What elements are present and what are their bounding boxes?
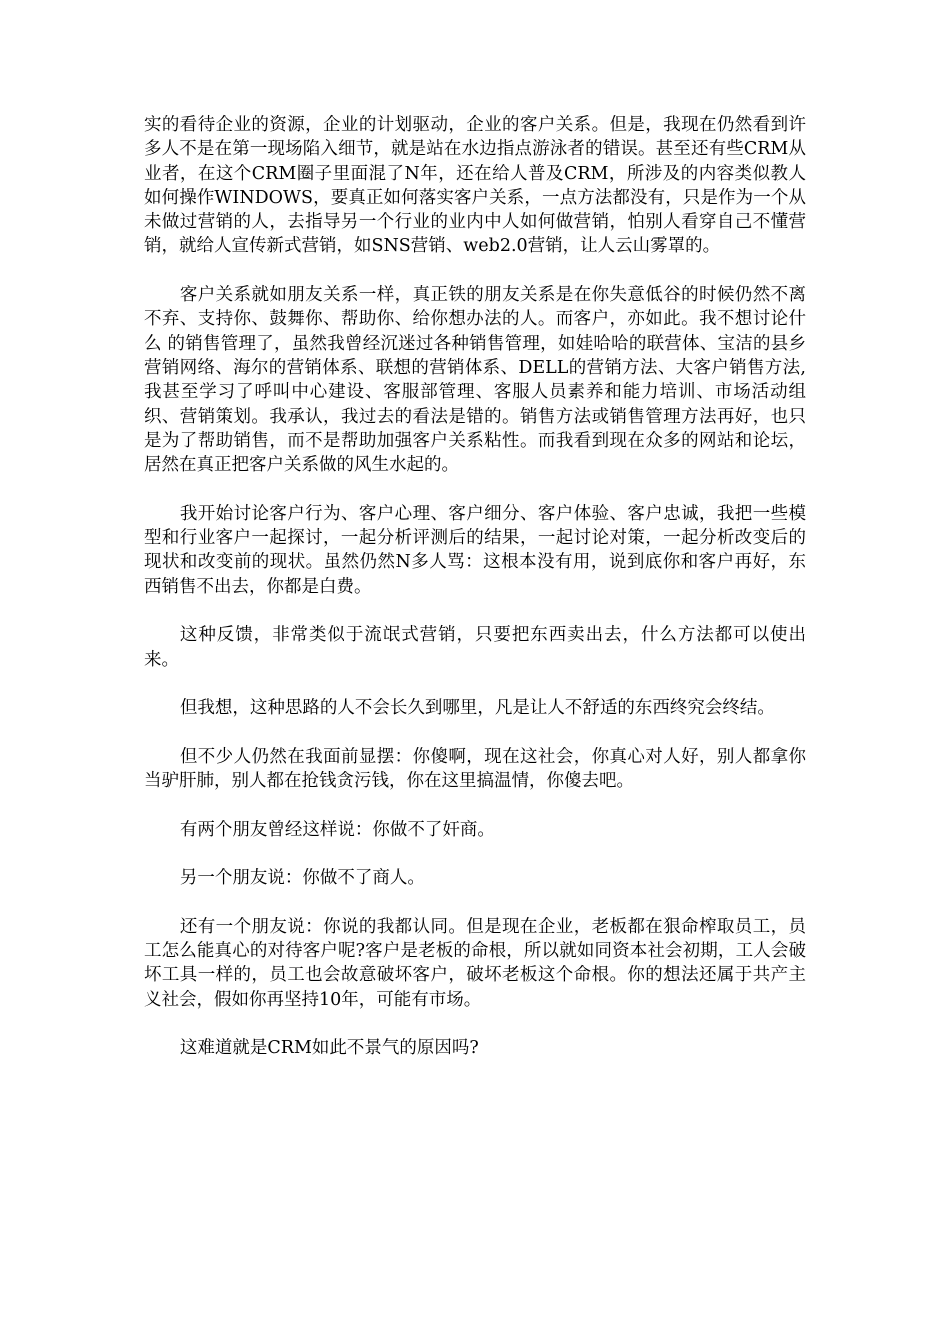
paragraph-8: 另一个朋友说：你做不了商人。 <box>179 868 425 889</box>
paragraph-4: 这种反馈，非常类似于流氓式营销，只要把东西卖出去，什么方法都可以使出来。 <box>144 625 806 670</box>
paragraph-1: 实的看待企业的资源，企业的计划驱动，企业的客户关系。但是，我现在仍然看到许多人不是在第一现场陷入细节，就是站在水边指点游泳者的错误。甚至还有些CRM从业者，在这个CRM圈子里面混了N年，还在给人普及CRM，所涉及的内容类似教人如何操作WINDOWS，要真正如何落实客户关系，一点方法都没有，只是作为一个从未做过营销的人，去指导另一个行业的业内中人如何做营销，怕别人看穿自己不懂营销，就给人宣传新式营销，如SNS营销、web2.0营销，让人云山雾罩的。 <box>144 115 806 257</box>
paragraph-9: 还有一个朋友说：你说的我都认同。但是现在企业，老板都在狠命榨取员工，员工怎么能真心的对待客户呢?客户是老板的命根，所以就如同资本社会初期，工人会破坏工具一样的，员工也会故意破坏客户，破坏老板这个命根。你的想法还属于共产主义社会，假如你再坚持10年，可能有市场。 <box>144 916 806 1010</box>
paragraph-6: 但不少人仍然在我面前显摆：你傻啊，现在这社会，你真心对人好，别人都拿你当驴肝肺，别人都在抢钱贪污钱，你在这里搞温情，你傻去吧。 <box>144 746 806 792</box>
paragraph-10: 这难道就是CRM如此不景气的原因吗? <box>179 1038 479 1059</box>
paragraph-7: 有两个朋友曾经这样说：你做不了奸商。 <box>179 819 495 840</box>
paragraph-5: 但我想，这种思路的人不会长久到哪里，凡是让人不舒适的东西终究会终结。 <box>179 698 775 719</box>
document-body <box>144 113 806 1085</box>
paragraph-2: 客户关系就如朋友关系一样，真正铁的朋友关系是在你失意低谷的时候仍然不离不弃、支持你、鼓舞你、帮助你、给你想办法的人。而客户，亦如此。我不想讨论什么 的销售管理了，虽然我曾经沉迷过各种销售管理，如娃哈哈的联营体、宝洁的县乡营销网络、海尔的营销体系、联想的营销体系、DELL的营销方法、大客户销售方法,我甚至学习了呼叫中心建设、客服部管理、客服人员素养和能力培训、市场活动组织、营销策划。我承认，我过去的看法是错的。销售方法或销售管理方法再好，也只是为了帮助销售，而不是帮助加强客户关系粘性。而我看到现在众多的网站和论坛，居然在真正把客户关系做的风生水起的。 <box>144 285 806 476</box>
paragraph-3: 我开始讨论客户行为、客户心理、客户细分、客户体验、客户忠诚，我把一些模型和行业客户一起探讨，一起分析评测后的结果，一起讨论对策，一起分析改变后的现状和改变前的现状。虽然仍然N多人骂：这根本没有用，说到底你和客户再好，东西销售不出去，你都是白费。 <box>144 503 806 597</box>
